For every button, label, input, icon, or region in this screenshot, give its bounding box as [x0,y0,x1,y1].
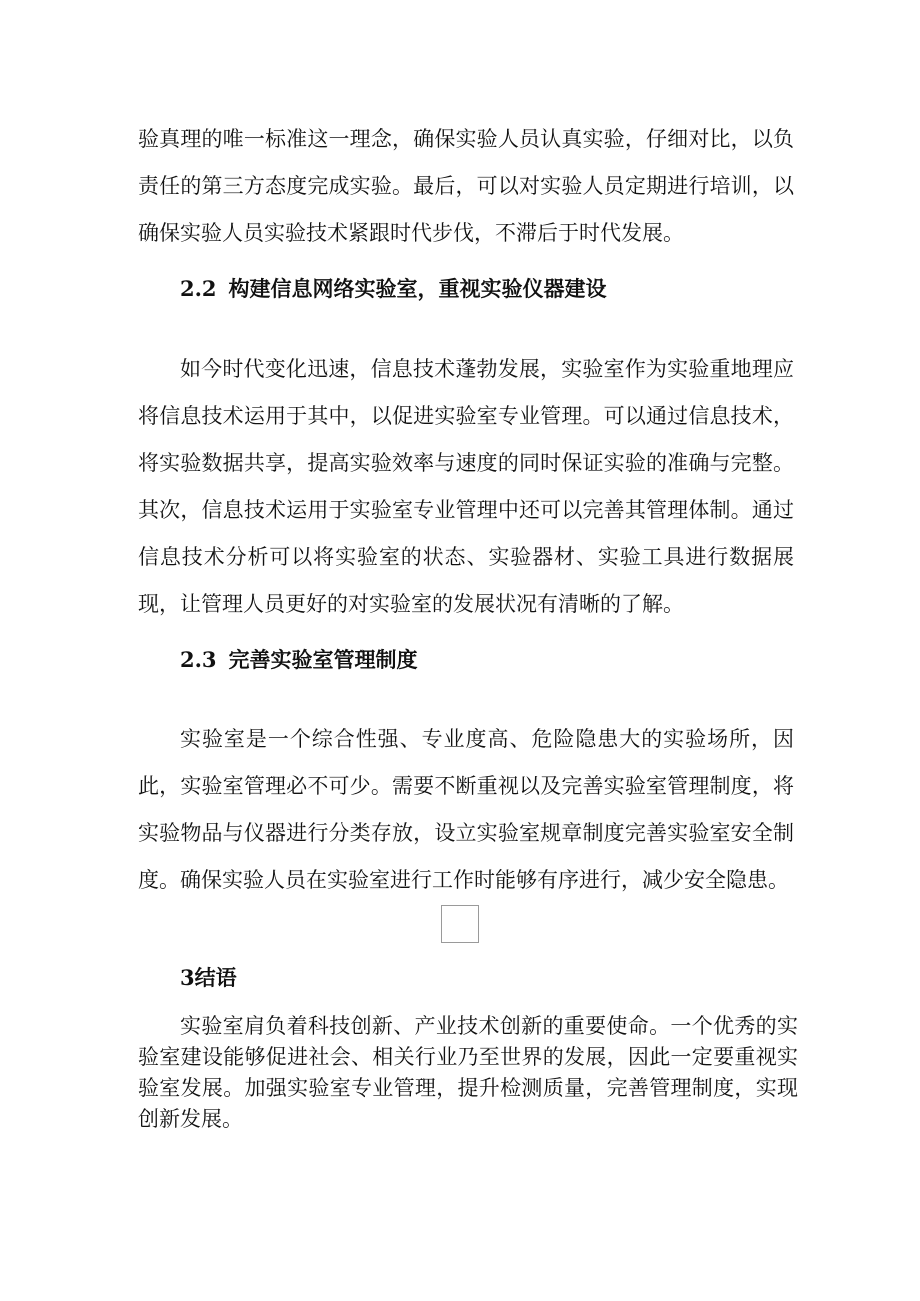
body-paragraph: 实验室是一个综合性强、专业度高、危险隐患大的实验场所，因此，实验室管理必不可少。需要不断重视以及完善实验室管理制度，将实验物品与仪器进行分类存放，设立实验室规章制度完善实验室安全制度。确保实验人员在实验室进行工作时能够有序进行，减少安全隐患。 [138,727,794,892]
section-heading-2-2 [180,274,607,304]
section-heading-2-3 [180,645,418,675]
body-paragraph: 实验室肩负着科技创新、产业技术创新的重要使命。一个优秀的实验室建设能够促进社会、相关行业乃至世界的发展，因此一定要重视实验室发展。加强实验室专业管理，提升检测质量，完善管理制度，实现创新发展。 [138,1014,798,1131]
image-placeholder [441,905,479,943]
section-number: 2.2 [180,276,217,301]
section-title: 构建信息网络实验室，重视实验仪器建设 [228,276,607,301]
section-number: 2.3 [180,647,217,672]
section-title: 完善实验室管理制度 [228,647,418,672]
section-heading-3 [180,963,237,993]
section-title: 3结语 [180,965,237,990]
body-paragraph: 验真理的唯一标准这一理念，确保实验人员认真实验，仔细对比，以负责任的第三方态度完成实验。最后，可以对实验人员定期进行培训，以确保实验人员实验技术紧跟时代步伐，不滞后于时代发展。 [138,127,794,245]
body-paragraph: 如今时代变化迅速，信息技术蓬勃发展，实验室作为实验重地理应将信息技术运用于其中，以促进实验室专业管理。可以通过信息技术，将实验数据共享，提高实验效率与速度的同时保证实验的准确与完整。其次，信息技术运用于实验室专业管理中还可以完善其管理体制。通过信息技术分析可以将实验室的状态、实验器材、实验工具进行数据展现，让管理人员更好的对实验室的发展状况有清晰的了解。 [138,357,794,616]
